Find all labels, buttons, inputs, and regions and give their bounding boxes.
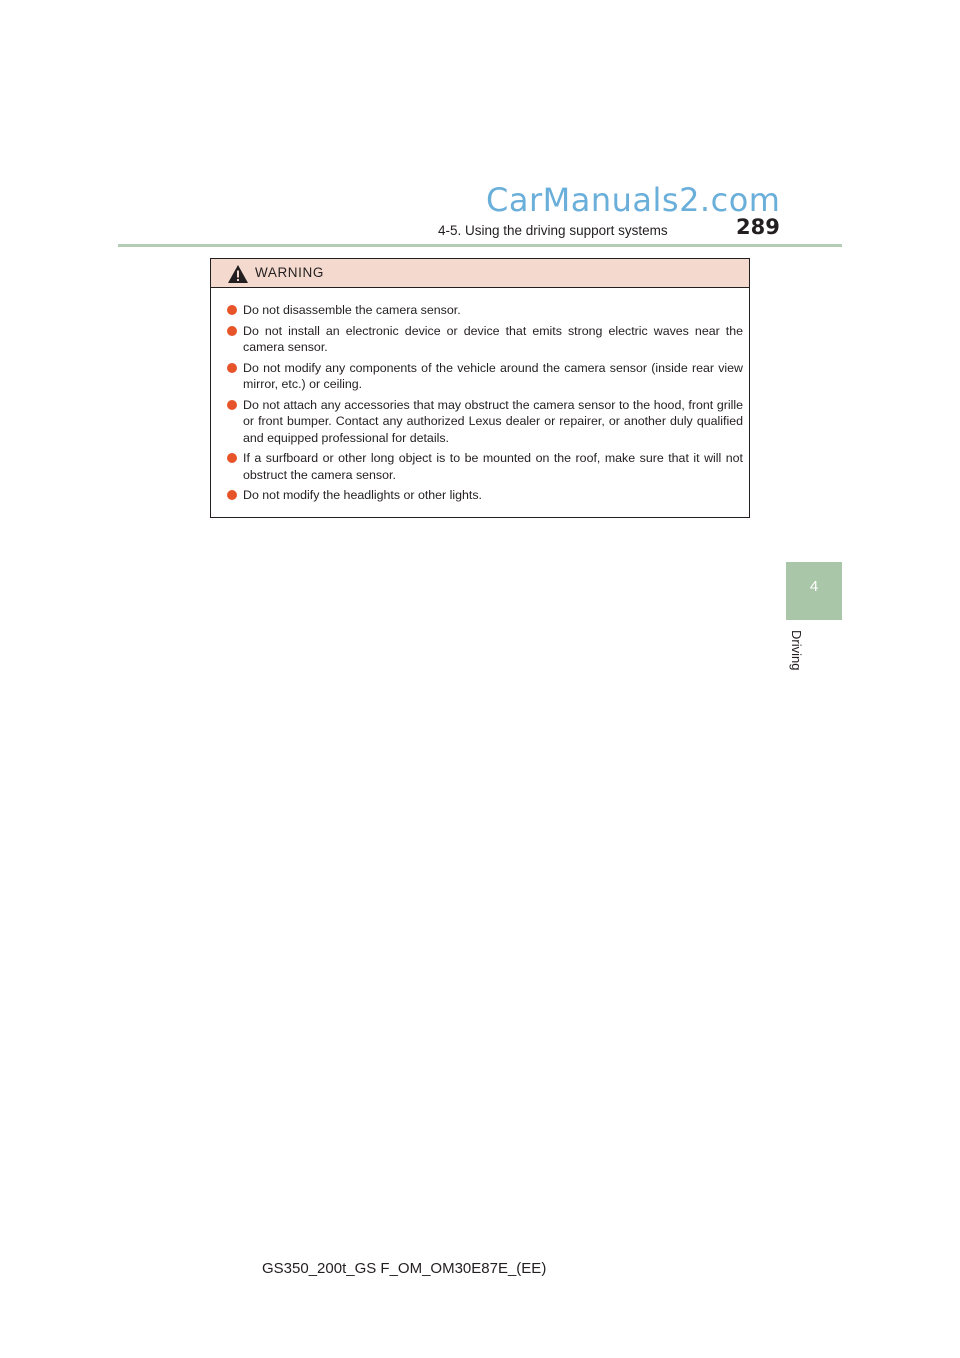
document-code: GS350_200t_GS F_OM_OM30E87E_(EE) bbox=[262, 1260, 547, 1277]
bullet-icon bbox=[227, 305, 237, 315]
bullet-icon bbox=[227, 400, 237, 410]
bullet-icon bbox=[227, 453, 237, 463]
warning-item: Do not modify any components of the vehicle around the camera sensor (inside rear view mirror, etc.) or ceiling. bbox=[225, 360, 743, 393]
watermark: CarManuals2.com bbox=[486, 181, 781, 219]
warning-triangle-icon bbox=[227, 264, 249, 284]
warning-item: Do not disassemble the camera sensor. bbox=[225, 302, 743, 319]
bullet-icon bbox=[227, 363, 237, 373]
section-title: 4-5. Using the driving support systems bbox=[438, 223, 668, 238]
chapter-label: Driving bbox=[789, 630, 804, 671]
warning-box bbox=[210, 258, 750, 518]
warning-item: Do not install an electronic device or device that emits strong electric waves near the camera sensor. bbox=[225, 323, 743, 356]
warning-title: WARNING bbox=[255, 265, 324, 280]
warning-list bbox=[211, 288, 749, 504]
header-divider bbox=[118, 244, 842, 247]
bullet-icon bbox=[227, 490, 237, 500]
bullet-icon bbox=[227, 326, 237, 336]
warning-item: If a surfboard or other long object is to be mounted on the roof, make sure that it will not obstruct the camera sensor. bbox=[225, 450, 743, 483]
page-number: 289 bbox=[736, 215, 780, 239]
chapter-tab bbox=[786, 562, 842, 620]
warning-item: Do not modify the headlights or other lights. bbox=[225, 487, 743, 504]
warning-item: Do not attach any accessories that may obstruct the camera sensor to the hood, front grille or front bumper. Contact any authorized Lexus dealer or repairer, or another duly qualified and equipped professional for details. bbox=[225, 397, 743, 447]
chapter-number: 4 bbox=[809, 578, 819, 595]
warning-header bbox=[211, 259, 749, 288]
